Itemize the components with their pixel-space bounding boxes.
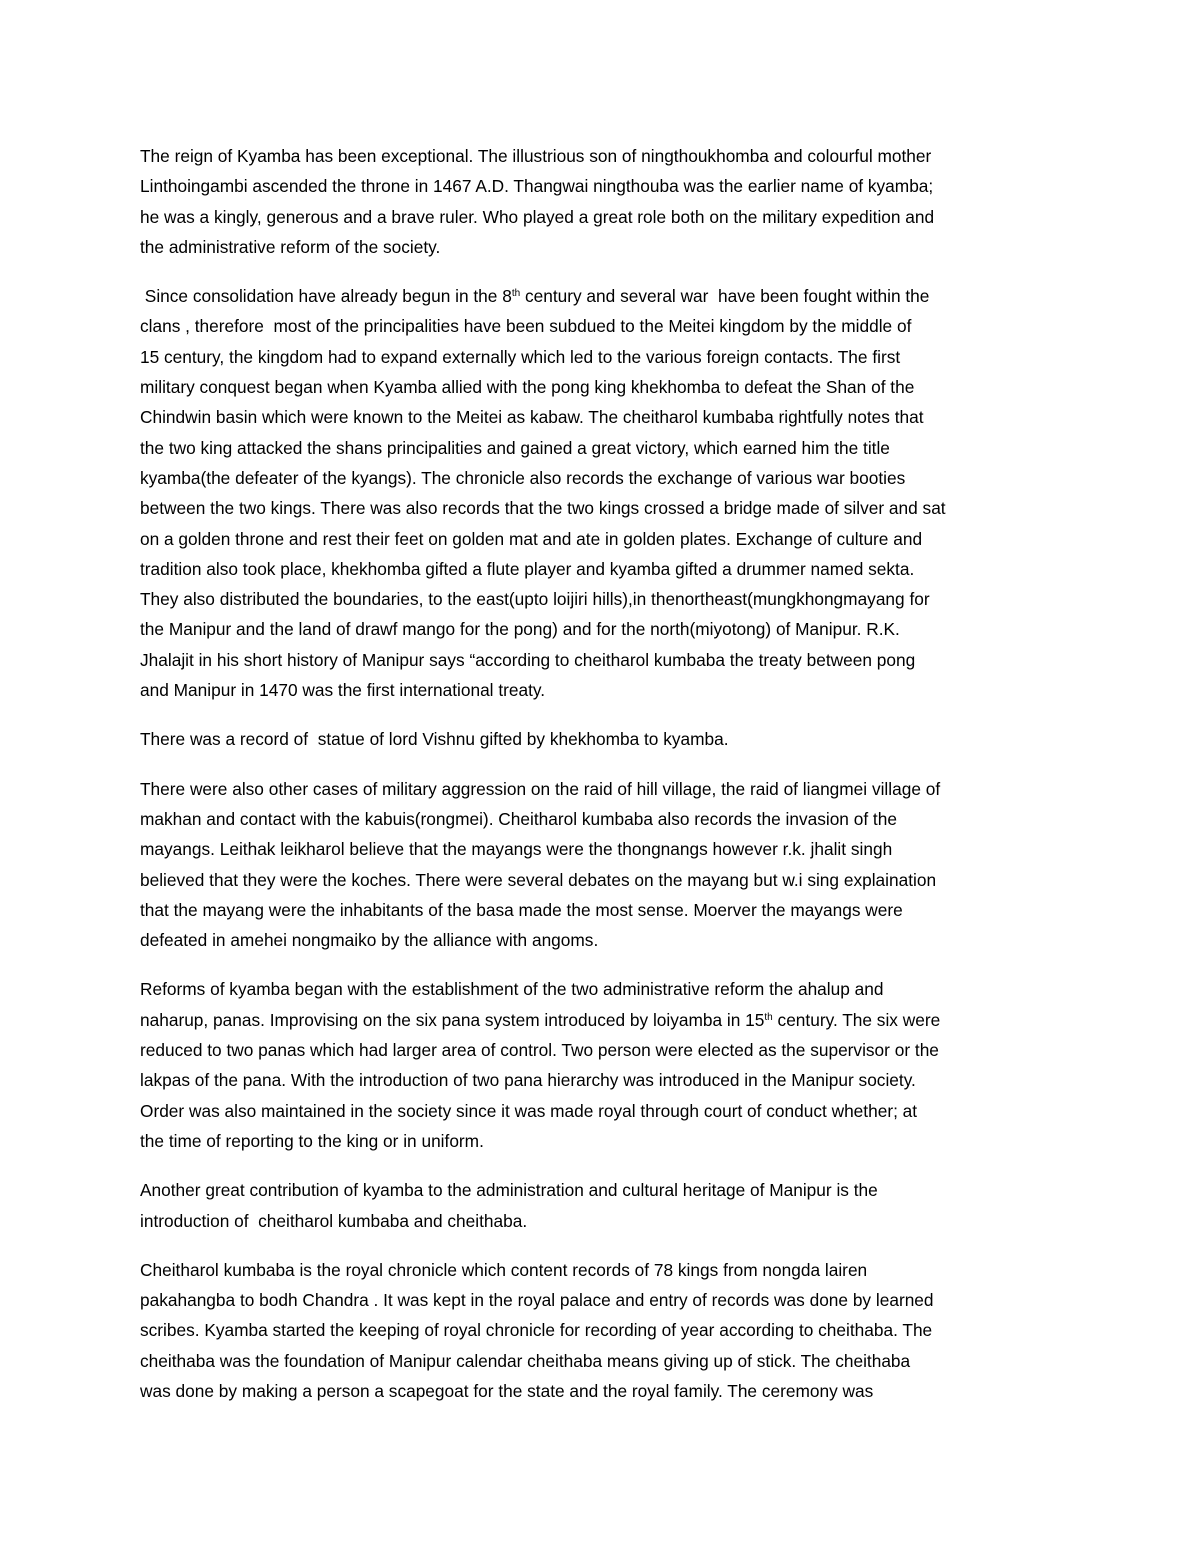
text-segment: he was a kingly, generous and a brave ruler. Who played a great role both on the military expedition and [140, 206, 935, 227]
paragraph [140, 724, 1060, 754]
text-segment: believed that they were the koches. There were several debates on the mayang but w.i sing explaination [140, 869, 937, 890]
text-segment: Reforms of kyamba began with the establishment of the two administrative reform the ahalup and [140, 979, 884, 1000]
text-segment: makhan and contact with the kabuis(rongmei). Cheitharol kumbaba also records the invasion of the [140, 808, 897, 829]
text-line [140, 1175, 1060, 1205]
text-line [140, 1035, 1060, 1065]
text-segment: mayangs. Leithak leikharol believe that the mayangs were the thongnangs however r.k. jhalit singh [140, 839, 893, 860]
text-line [140, 202, 1060, 232]
text-segment: century and several war have been fought within the [520, 286, 930, 307]
text-segment: They also distributed the boundaries, to the east(upto loijiri hills),in thenortheast(mungkhongmayang for [140, 589, 930, 610]
text-line [140, 1285, 1060, 1315]
text-line [140, 1126, 1060, 1156]
paragraph [140, 1175, 1060, 1236]
text-line [140, 1315, 1060, 1345]
text-line [140, 232, 1060, 262]
text-segment: kyamba(the defeater of the kyangs). The chronicle also records the exchange of various war booties [140, 467, 906, 488]
text-line [140, 493, 1060, 523]
paragraph [140, 974, 1060, 1156]
text-line [140, 925, 1060, 955]
paragraph [140, 774, 1060, 956]
text-line [140, 171, 1060, 201]
text-segment: and Manipur in 1470 was the first international treaty. [140, 680, 546, 701]
text-line [140, 614, 1060, 644]
paragraph [140, 1255, 1060, 1406]
text-line [140, 804, 1060, 834]
text-segment: defeated in amehei nongmaiko by the alliance with angoms. [140, 930, 599, 951]
text-line [140, 584, 1060, 614]
text-segment: century. The six were [772, 1009, 941, 1030]
text-line [140, 645, 1060, 675]
paragraph [140, 141, 1060, 262]
text-line [140, 372, 1060, 402]
text-segment: between the two kings. There was also records that the two kings crossed a bridge made of silver and sat [140, 498, 946, 519]
text-line [140, 774, 1060, 804]
text-segment: military conquest began when Kyamba allied with the pong king khekhomba to defeat the Shan of the [140, 377, 915, 398]
text-line [140, 1346, 1060, 1376]
text-line [140, 433, 1060, 463]
text-line [140, 1206, 1060, 1236]
text-segment: reduced to two panas which had larger area of control. Two person were elected as the supervisor or the [140, 1040, 939, 1061]
text-segment: Cheitharol kumbaba is the royal chronicle which content records of 78 kings from nongda lairen [140, 1259, 868, 1280]
text-line [140, 834, 1060, 864]
text-segment: cheithaba was the foundation of Manipur calendar cheithaba means giving up of stick. The cheithaba [140, 1350, 911, 1371]
text-segment: the time of reporting to the king or in uniform. [140, 1130, 484, 1151]
text-line [140, 342, 1060, 372]
text-segment: Order was also maintained in the society since it was made royal through court of conduct whether; at [140, 1100, 918, 1121]
text-segment: Another great contribution of kyamba to the administration and cultural heritage of Manipur is the [140, 1180, 878, 1201]
text-line [140, 865, 1060, 895]
text-line [140, 675, 1060, 705]
text-segment: the Manipur and the land of drawf mango for the pong) and for the north(miyotong) of Manipur. R.K. [140, 619, 900, 640]
text-segment: naharup, panas. Improvising on the six pana system introduced by loiyamba in 15 [140, 1009, 765, 1030]
text-segment: Jhalajit in his short history of Manipur says “according to cheitharol kumbaba the treaty between pong [140, 649, 916, 670]
text-line [140, 1005, 1060, 1035]
text-segment: Linthoingambi ascended the throne in 1467 A.D. Thangwai ningthouba was the earlier name of kyamba; [140, 176, 934, 197]
text-line [140, 141, 1060, 171]
text-segment: was done by making a person a scapegoat for the state and the royal family. The ceremony was [140, 1380, 874, 1401]
text-segment: the two king attacked the shans principalities and gained a great victory, which earned him the title [140, 437, 890, 458]
text-line [140, 724, 1060, 754]
text-line [140, 554, 1060, 584]
superscript: th [511, 288, 521, 300]
superscript: th [764, 1011, 773, 1023]
text-line [140, 1376, 1060, 1406]
text-segment: introduction of cheitharol kumbaba and cheithaba. [140, 1210, 528, 1231]
text-line [140, 1255, 1060, 1285]
text-line [140, 1096, 1060, 1126]
document-page [140, 141, 1060, 1425]
text-segment: the administrative reform of the society. [140, 236, 441, 257]
text-line [140, 1065, 1060, 1095]
text-segment: clans , therefore most of the principalities have been subdued to the Meitei kingdom by the middle of [140, 316, 912, 337]
text-line [140, 463, 1060, 493]
text-line [140, 524, 1060, 554]
text-segment: that the mayang were the inhabitants of the basa made the most sense. Moerver the mayangs were [140, 899, 903, 920]
text-segment: Chindwin basin which were known to the Meitei as kabaw. The cheitharol kumbaba rightfully notes that [140, 407, 924, 428]
paragraph [140, 281, 1060, 705]
text-line [140, 281, 1060, 311]
text-segment: There were also other cases of military aggression on the raid of hill village, the raid of liangmei village of [140, 778, 941, 799]
text-segment: Since consolidation have already begun in the 8 [140, 286, 512, 307]
text-line [140, 311, 1060, 341]
text-segment: There was a record of statue of lord Vishnu gifted by khekhomba to kyamba. [140, 729, 729, 750]
text-segment: tradition also took place, khekhomba gifted a flute player and kyamba gifted a drummer named sekta. [140, 558, 915, 579]
text-segment: 15 century, the kingdom had to expand externally which led to the various foreign contacts. The first [140, 346, 901, 367]
text-segment: The reign of Kyamba has been exceptional. The illustrious son of ningthoukhomba and colourful mother [140, 146, 932, 166]
text-segment: pakahangba to bodh Chandra . It was kept in the royal palace and entry of records was done by learned [140, 1290, 934, 1311]
text-segment: on a golden throne and rest their feet on golden mat and ate in golden plates. Exchange of culture and [140, 528, 923, 549]
text-segment: scribes. Kyamba started the keeping of royal chronicle for recording of year according to cheithaba. The [140, 1320, 933, 1341]
text-line [140, 895, 1060, 925]
text-line [140, 402, 1060, 432]
text-line [140, 974, 1060, 1004]
text-segment: lakpas of the pana. With the introduction of two pana hierarchy was introduced in the Manipur society. [140, 1070, 916, 1091]
